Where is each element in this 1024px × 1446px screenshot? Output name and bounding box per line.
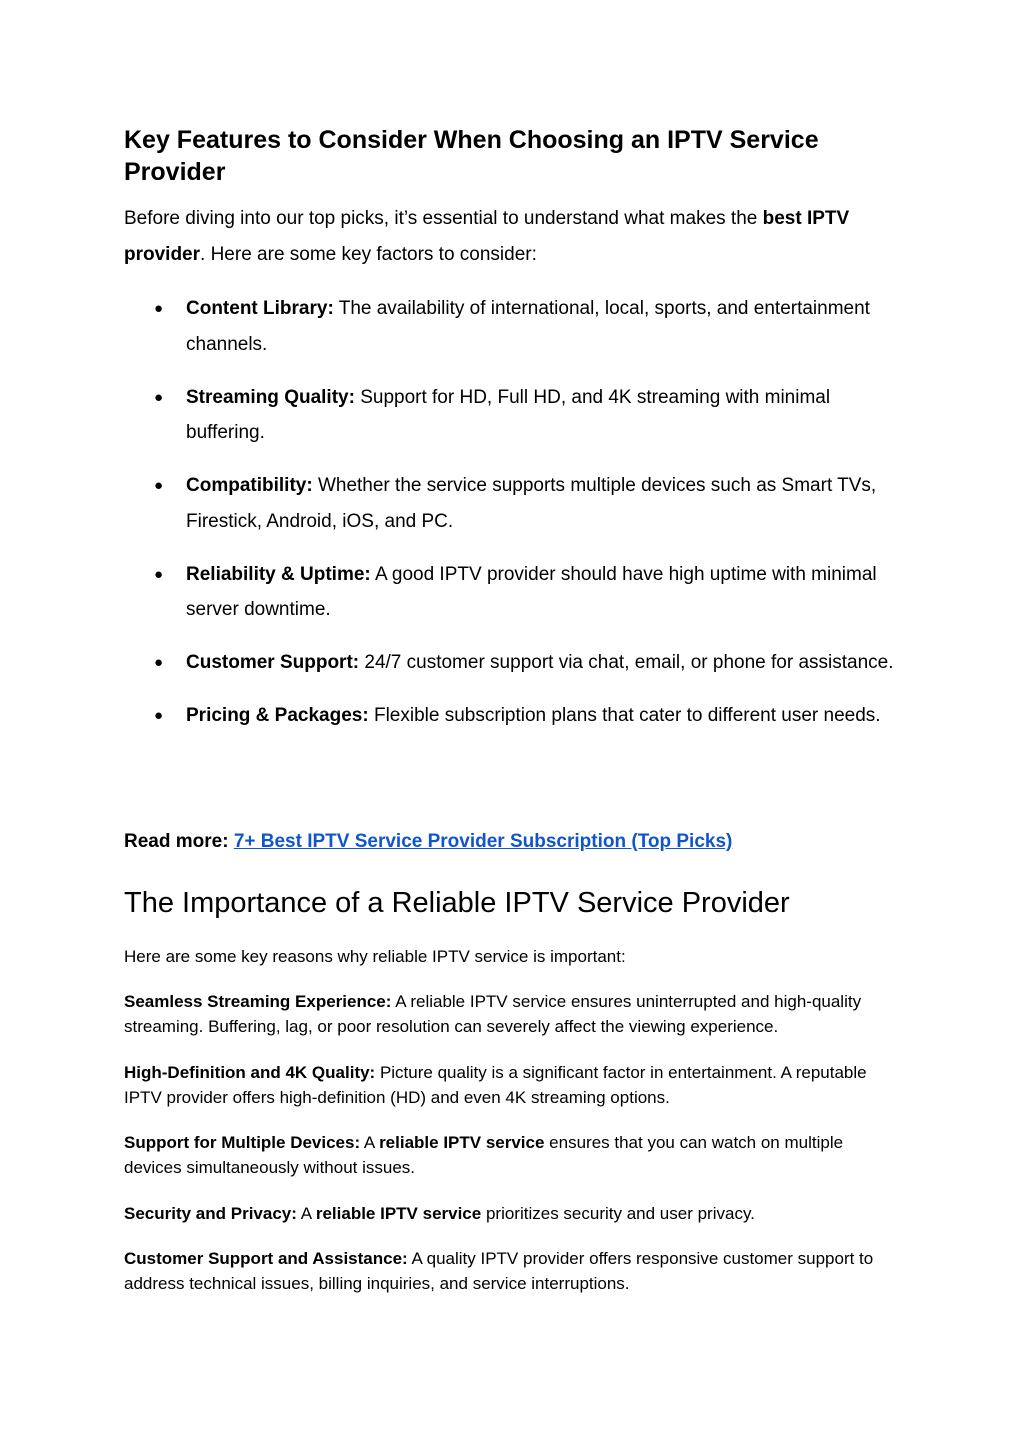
list-item	[124, 698, 894, 734]
section-heading-key-features: Key Features to Consider When Choosing an IPTV Service Provider	[124, 126, 819, 186]
section-heading-importance: The Importance of a Reliable IPTV Service Provider	[124, 887, 790, 919]
reason-text-end: ensures that you can watch on multiple devices simultaneously without issues.	[124, 1133, 844, 1177]
importance-lead: Here are some key reasons why reliable IPTV service is important:	[124, 947, 626, 966]
read-more-link[interactable]: 7+ Best IPTV Service Provider Subscription (Top Picks)	[233, 831, 733, 852]
feature-text: A good IPTV provider should have high uptime with minimal server downtime.	[186, 563, 877, 620]
reason-label: High-Definition and 4K Quality:	[124, 1062, 376, 1082]
reason-paragraph	[124, 1201, 884, 1226]
read-more-line	[124, 826, 894, 858]
reason-label: Seamless Streaming Experience:	[124, 992, 392, 1011]
feature-list	[124, 291, 894, 751]
reason-text: A quality IPTV provider offers responsive customer support to address technical issues, billing inquiries, and service interruptions.	[124, 1249, 874, 1293]
list-item	[124, 645, 894, 681]
bullet-icon: ●	[154, 707, 164, 724]
reason-text: A	[360, 1133, 380, 1152]
reason-label: Security and Privacy:	[124, 1203, 297, 1223]
feature-text: 24/7 customer support via chat, email, or phone for assistance.	[359, 652, 894, 673]
feature-label: Reliability & Uptime:	[186, 563, 371, 585]
reason-text: A reliable IPTV service ensures uninterrupted and high-quality streaming. Buffering, lag, or poor resolution can severely affect the viewing experience.	[124, 992, 862, 1036]
feature-label: Pricing & Packages:	[186, 705, 369, 726]
reason-bold-text: reliable IPTV service	[315, 1203, 482, 1223]
reason-text: A	[296, 1203, 316, 1223]
reason-text: Picture quality is a significant factor in entertainment. A reputable IPTV provider offers high-definition (HD) and even 4K streaming options.	[124, 1062, 867, 1107]
bullet-icon: ●	[154, 565, 164, 583]
reason-paragraph	[124, 989, 884, 1039]
intro-text: Before diving into our top picks, it’s essential to understand what makes the	[124, 208, 763, 229]
intro-paragraph	[124, 201, 884, 272]
bullet-icon: ●	[154, 300, 164, 317]
reason-text-end: prioritizes security and user privacy.	[481, 1203, 755, 1223]
reason-paragraph	[124, 1246, 884, 1296]
feature-label: Compatibility:	[186, 475, 313, 496]
reason-label: Customer Support and Assistance:	[124, 1249, 408, 1268]
bullet-icon: ●	[154, 388, 164, 406]
feature-text: Support for HD, Full HD, and 4K streaming with minimal buffering.	[186, 386, 831, 443]
intro-text-end: . Here are some key factors to consider:	[200, 243, 537, 265]
reason-paragraph	[124, 1060, 884, 1110]
intro-bold-text: best IPTV provider	[124, 208, 850, 265]
feature-text: Whether the service supports multiple devices such as Smart TVs, Firestick, Android, iOS, and PC.	[186, 475, 877, 532]
list-item	[124, 380, 894, 451]
bullet-icon: ●	[154, 654, 164, 671]
feature-text: The availability of international, local, sports, and entertainment channels.	[186, 298, 870, 355]
reason-paragraph	[124, 1130, 884, 1180]
bullet-icon: ●	[154, 477, 164, 494]
feature-label: Streaming Quality:	[186, 386, 355, 408]
read-more-label: Read more:	[124, 831, 234, 852]
feature-label: Customer Support:	[186, 652, 360, 673]
reason-bold-text: reliable IPTV service	[379, 1133, 545, 1152]
reasons-list	[124, 989, 884, 1317]
feature-label: Content Library:	[186, 298, 334, 319]
list-item	[124, 557, 894, 628]
reason-label: Support for Multiple Devices:	[124, 1133, 361, 1152]
list-item	[124, 468, 894, 539]
list-item	[124, 291, 894, 362]
feature-text: Flexible subscription plans that cater to different user needs.	[368, 705, 881, 726]
